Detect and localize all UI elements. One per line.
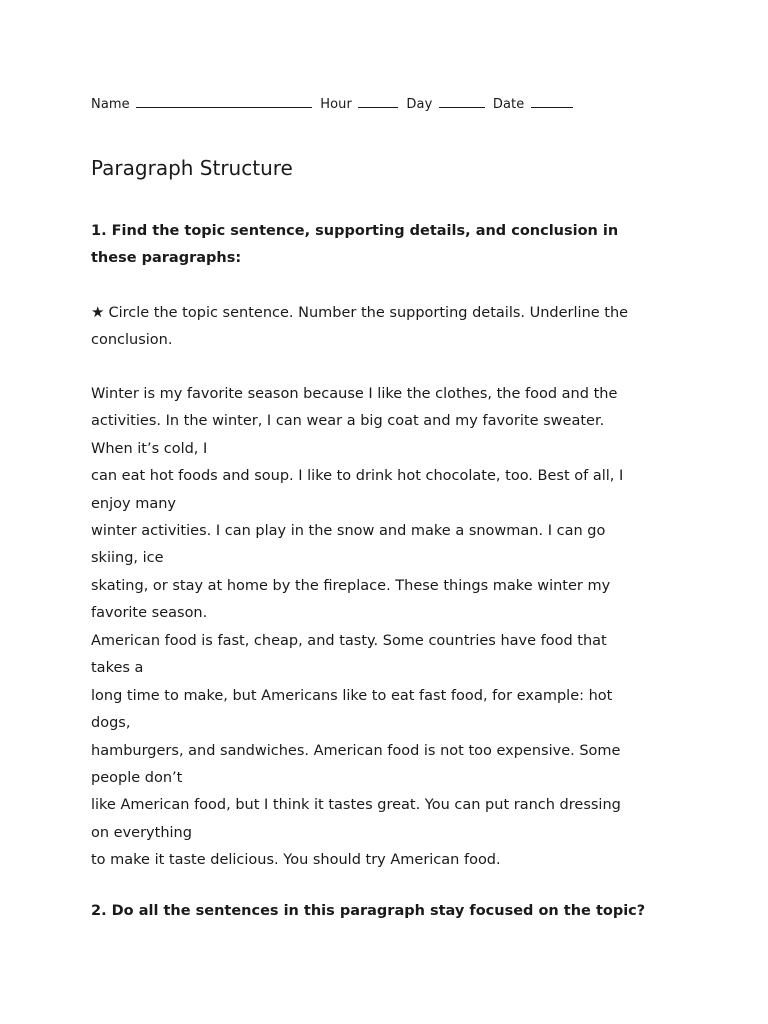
star-icon: ★	[91, 303, 105, 321]
paragraph-line: dogs,	[91, 715, 131, 732]
paragraph-line: can eat hot foods and soup. I like to drink hot chocolate, too. Best of all, I	[91, 468, 624, 485]
paragraph-line: favorite season.	[91, 605, 208, 622]
paragraph-line: enjoy many	[91, 495, 176, 512]
paragraph-line: American food is fast, cheap, and tasty. Some countries have food that	[91, 633, 607, 649]
date-label: Date	[492, 97, 525, 112]
hour-label: Hour	[320, 97, 352, 112]
paragraph-line: skating, or stay at home by the fireplace. These things make winter my	[91, 577, 611, 594]
paragraph-line: like American food, but I think it tastes great. You can put ranch dressing	[91, 797, 621, 814]
question-1: 1. Find the topic sentence, supporting details, and conclusion in these paragraphs:	[91, 223, 619, 266]
paragraph-line: to make it taste delicious. You should try American food.	[91, 852, 501, 869]
student-info-header	[91, 95, 577, 112]
paragraph-line: takes a	[91, 660, 144, 677]
paragraph-line: skiing, ice	[91, 550, 164, 567]
question-2: 2. Do all the sentences in this paragraph stay focused on the topic?	[91, 903, 646, 919]
paragraph-line: activities. In the winter, I can wear a big coat and my favorite sweater.	[91, 413, 605, 430]
name-label: Name	[91, 97, 130, 112]
hour-blank[interactable]	[358, 95, 398, 108]
paragraph-american-food	[91, 628, 671, 875]
instructions-text: Circle the topic sentence. Number the supporting details. Underline the conclusion.	[91, 305, 629, 348]
paragraph-line: When it’s cold, I	[91, 440, 208, 457]
day-blank[interactable]	[439, 95, 485, 108]
date-blank[interactable]	[531, 95, 573, 108]
paragraph-line: winter activities. I can play in the snow and make a snowman. I can go	[91, 523, 606, 540]
day-label: Day	[406, 97, 433, 112]
page-title: Paragraph Structure	[91, 156, 293, 180]
paragraph-winter	[91, 381, 671, 628]
paragraph-line: on everything	[91, 824, 192, 841]
paragraph-line: Winter is my favorite season because I like the clothes, the food and the	[91, 386, 618, 402]
name-blank[interactable]	[136, 95, 312, 108]
paragraph-line: people don’t	[91, 770, 183, 787]
instructions	[91, 299, 671, 354]
paragraph-line: hamburgers, and sandwiches. American food is not too expensive. Some	[91, 742, 621, 759]
paragraph-line: long time to make, but Americans like to eat fast food, for example: hot	[91, 687, 613, 704]
